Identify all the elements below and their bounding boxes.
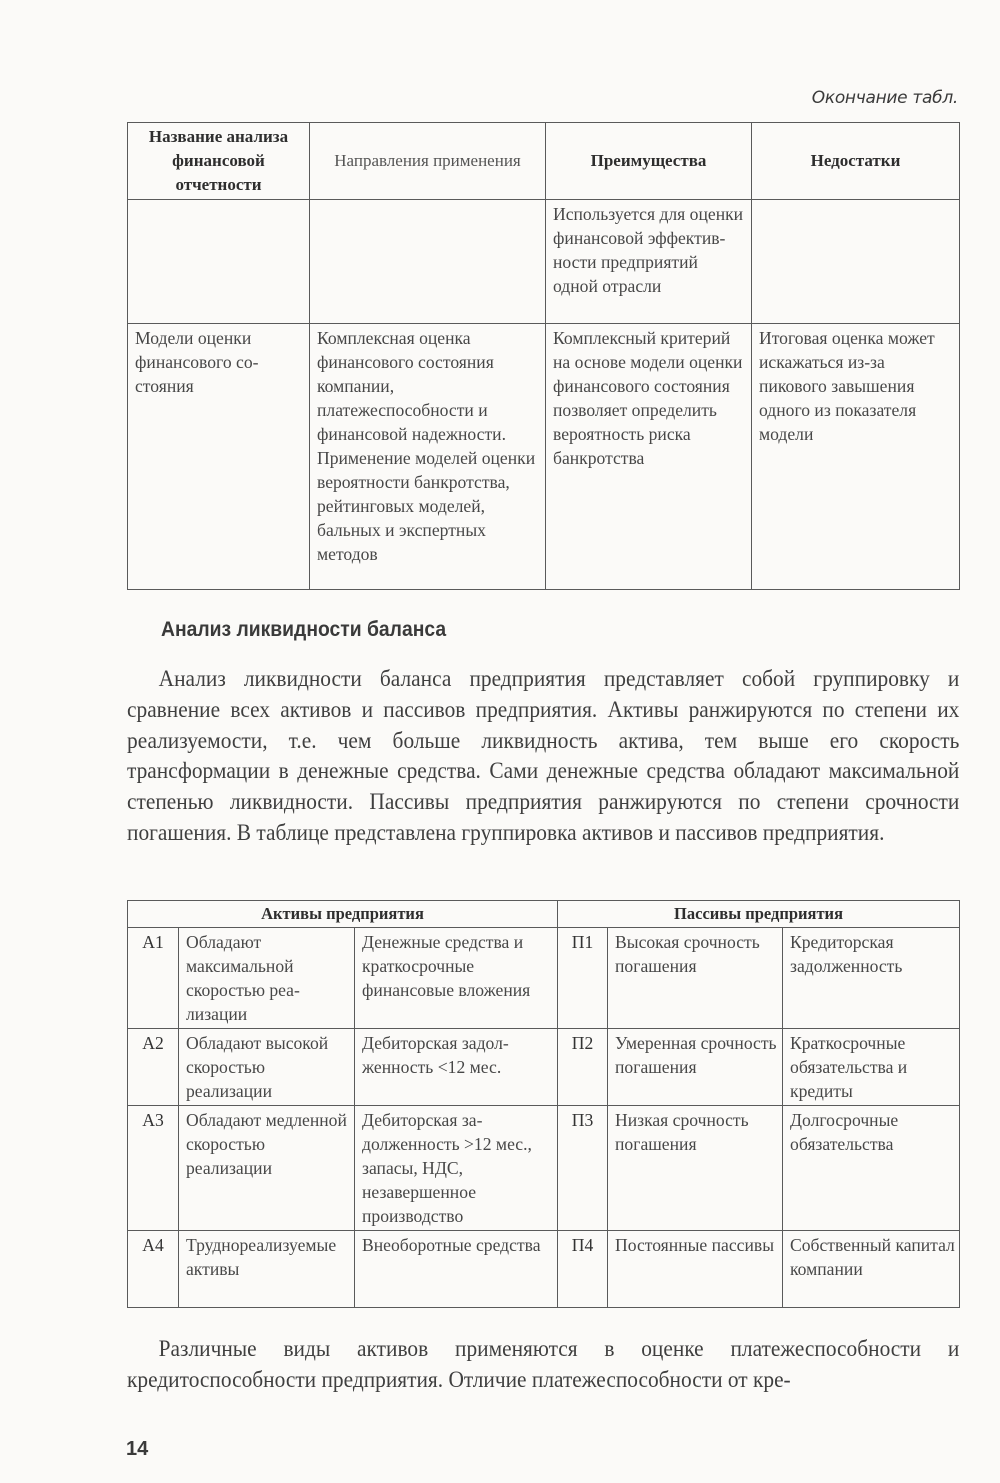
liability-code: П2 <box>558 1029 608 1106</box>
asset-description: Обладают высокой скоростью реализации <box>179 1029 355 1106</box>
cell: Модели оценки финансового состояния <box>128 324 310 590</box>
cell: Итоговая оценка может искажаться из-за пикового завышения одного из показателя модели <box>752 324 960 590</box>
asset-items: Внеоборотные средства <box>355 1231 558 1308</box>
asset-items: Дебиторская задолженность <12 мес. <box>355 1029 558 1106</box>
asset-code: А3 <box>128 1106 179 1231</box>
assets-liabilities-table <box>127 900 960 1308</box>
table-row <box>128 1231 960 1308</box>
table-header-row <box>128 123 960 200</box>
header-application: Направления применения <box>310 123 546 200</box>
asset-description: Обладают максимальной скоростью реализации <box>179 928 355 1029</box>
table-row <box>128 1106 960 1231</box>
body-paragraph: Различные виды активов применяются в оценке платежеспособности и кредитоспособности предприятия. Отличие платежеспособности от кре- <box>127 1336 960 1392</box>
table-row <box>128 200 960 324</box>
liability-description: Низкая срочность погашения <box>608 1106 783 1231</box>
table-row <box>128 1029 960 1106</box>
table-header-row <box>128 901 960 928</box>
asset-items: Дебиторская задолженность >12 мес., запасы, НДС, незавершенное производство <box>355 1106 558 1231</box>
liability-description: Высокая срочность погашения <box>608 928 783 1029</box>
cell <box>310 200 546 324</box>
asset-description: Труднореализуемые активы <box>179 1231 355 1308</box>
liability-description: Умеренная срочность погашения <box>608 1029 783 1106</box>
page-number: 14 <box>126 1438 149 1460</box>
asset-description: Обладают медленной скоростью реализации <box>179 1106 355 1231</box>
liability-items: Кредиторская задолженность <box>783 928 960 1029</box>
table-continuation-caption: Окончание табл. <box>811 88 958 108</box>
asset-code: А2 <box>128 1029 179 1106</box>
liability-code: П3 <box>558 1106 608 1231</box>
analysis-methods-table <box>127 122 960 590</box>
asset-code: А1 <box>128 928 179 1029</box>
cell: Комплексная оценка финансового состояния компании, платежеспособности и финансовой надежности. Применение моделей оценки вероятности банкротства, рейтинговых моделей, бальных и экспертных методов <box>310 324 546 590</box>
cell: Используется для оценки финансовой эффективности предприятий одной отрасли <box>546 200 752 324</box>
header-analysis-name: Название анализа финансовой отчетности <box>128 123 310 200</box>
header-assets: Активы предприятия <box>128 901 558 928</box>
liability-items: Краткосрочные обязательства и кредиты <box>783 1029 960 1106</box>
liability-code: П4 <box>558 1231 608 1308</box>
table-row <box>128 928 960 1029</box>
table-row <box>128 324 960 590</box>
liability-items: Долгосрочные обязательства <box>783 1106 960 1231</box>
asset-code: А4 <box>128 1231 179 1308</box>
cell: Комплексный критерий на основе модели оценки финансового состояния позволяет определить вероятность риска банкротства <box>546 324 752 590</box>
liability-code: П1 <box>558 928 608 1029</box>
cell <box>128 200 310 324</box>
body-paragraph: Анализ ликвидности баланса предприятия представляет собой группировку и сравнение всех активов и пассивов предприятия. Активы ранжируются по степени их реализуемости, т.е. чем больше ликвидность актива, тем выше его скорость трансформации в денежные средства. Сами денежные средства обладают максимальной степенью ликвидности. Пассивы предприятия ранжируются по степени срочности погашения. В таблице представлена группировка активов и пассивов предприятия. <box>127 666 960 845</box>
cell <box>752 200 960 324</box>
header-advantages: Преимущества <box>546 123 752 200</box>
header-liabilities: Пассивы предприятия <box>558 901 960 928</box>
section-title: Анализ ликвидности баланса <box>161 618 447 641</box>
liability-items: Собственный капитал компании <box>783 1231 960 1308</box>
asset-items: Денежные средства и краткосрочные финансовые вложения <box>355 928 558 1029</box>
liability-description: Постоянные пассивы <box>608 1231 783 1308</box>
header-disadvantages: Недостатки <box>752 123 960 200</box>
